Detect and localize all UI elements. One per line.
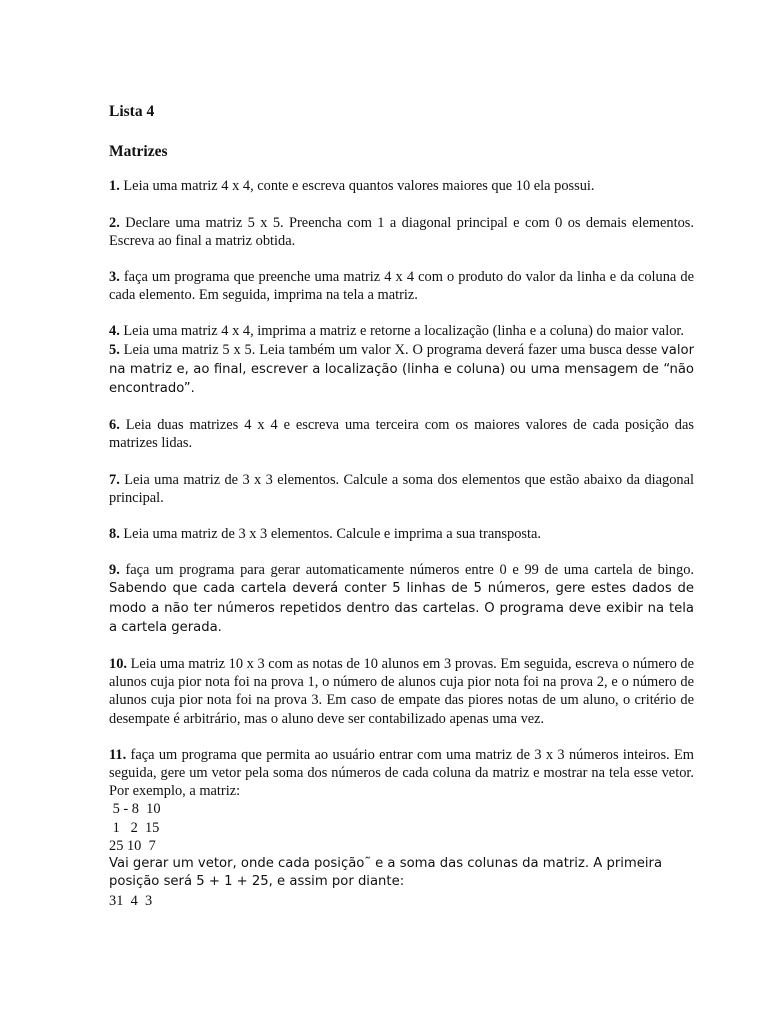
exercise-4 xyxy=(109,322,694,340)
exercise-1 xyxy=(109,177,694,195)
exercise-number: 2. xyxy=(109,214,120,231)
exercise-text-continued: valor na matriz e, ao final, escrever a localização (linha e coluna) ou uma mensagem de “não encontrado”. xyxy=(109,342,694,397)
exercise-text-continued: Sabendo que cada cartela deverá conter 5 linhas de 5 números, gere estes dados de modo a não ter números repetidos dentro das cartelas. O programa deve exibir na tela a cartela gerada. xyxy=(109,581,694,635)
exercise-6 xyxy=(109,416,694,452)
exercise-number: 8. xyxy=(109,526,120,543)
example-matrix-row: 5 - 8 10 xyxy=(109,801,161,818)
exercise-text: Leia uma matriz 4 x 4, imprima a matriz e retorne a localização (linha e a coluna) do maior valor. xyxy=(119,323,684,340)
exercise-text: Leia uma matriz 4 x 4, conte e escreva quantos valores maiores que 10 ela possui. xyxy=(119,178,595,195)
exercise-text: Leia uma matriz 5 x 5. Leia também um valor X. O programa deverá fazer uma busca desse xyxy=(119,341,661,358)
example-matrix-row: 25 10 7 xyxy=(109,837,156,854)
exercise-10 xyxy=(109,655,694,728)
exercise-9 xyxy=(109,561,694,637)
exercise-text: Leia uma matriz 10 x 3 com as notas de 10 alunos em 3 provas. Em seguida, escreva o número de alunos cuja pior nota foi na prova 1, o número de alunos cuja pior nota foi na prova 2, e o número de alunos cuja pior nota foi na prova 3. Em caso de empate das piores notas de um aluno, o critério de desempate é arbitrário, mas o aluno deve ser contabilizado apenas uma vez. xyxy=(109,656,694,727)
exercise-text: faça um programa que permita ao usuário entrar com uma matriz de 3 x 3 números inteiros. Em seguida, gere um vetor pela soma dos números de cada coluna da matriz e mostrar na tela esse vetor. Por exemplo, a matriz: xyxy=(109,746,694,800)
exercise-number: 10. xyxy=(109,656,127,673)
exercise-text: Leia uma matriz de 3 x 3 elementos. Calcule a soma dos elementos que estão abaixo da diagonal principal. xyxy=(109,471,694,506)
exercise-number: 6. xyxy=(109,417,120,434)
exercise-3 xyxy=(109,268,694,304)
list-title: Lista 4 xyxy=(109,103,155,120)
exercise-number: 3. xyxy=(109,269,120,286)
exercise-2 xyxy=(109,214,694,250)
example-result-vector: 31 4 3 xyxy=(109,892,153,909)
exercise-text: Leia duas matrizes 4 x 4 e escreva uma terceira com os maiores valores de cada posição das matrizes lidas. xyxy=(109,417,694,452)
exercise-7 xyxy=(109,471,694,507)
exercise-number: 4. xyxy=(109,323,120,340)
exercise-11 xyxy=(109,746,694,801)
exercise-text: Leia uma matriz de 3 x 3 elementos. Calcule e imprima a sua transposta. xyxy=(119,526,541,543)
document-page xyxy=(109,103,694,910)
exercise-text: Declare uma matriz 5 x 5. Preencha com 1 a diagonal principal e com 0 os demais elementos. Escreva ao final a matriz obtida. xyxy=(109,214,694,249)
exercise-text: faça um programa que preenche uma matriz 4 x 4 com o produto do valor da linha e da coluna de cada elemento. Em seguida, imprima na tela a matriz. xyxy=(109,269,694,304)
example-matrix-row: 1 2 15 xyxy=(109,819,160,836)
exercise-text: faça um programa para gerar automaticamente números entre 0 e 99 de uma cartela de bingo. xyxy=(119,562,694,579)
example-explanation: Vai gerar um vetor, onde cada posição˜ e a soma das colunas da matriz. A primeira posição será 5 + 1 + 25, e assim por diante: xyxy=(109,856,663,890)
exercise-number: 1. xyxy=(109,178,120,195)
exercise-number: 11. xyxy=(109,746,127,763)
exercise-number: 9. xyxy=(109,562,120,579)
exercise-number: 5. xyxy=(109,341,120,358)
section-title: Matrizes xyxy=(109,143,168,161)
exercise-number: 7. xyxy=(109,471,120,488)
exercise-8 xyxy=(109,525,694,543)
exercise-5 xyxy=(109,341,694,399)
